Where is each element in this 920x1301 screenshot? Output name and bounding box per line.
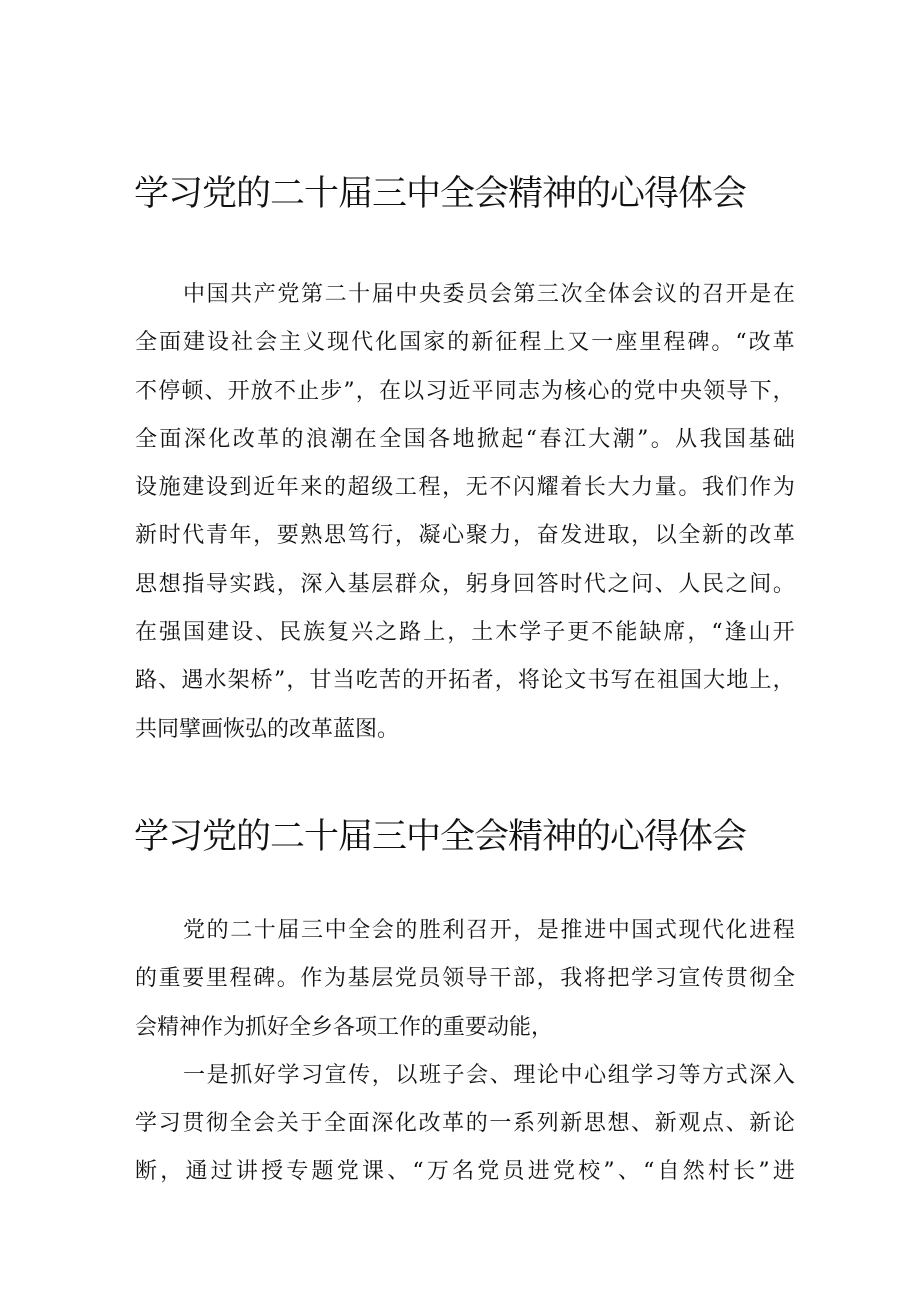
paragraph-line: 学 习 贯 彻 全 会 关 于 全 面 深 化 改 革 的 一 系 列 新 思 想 、 新 观 点 、 新 论	[135, 1111, 795, 1137]
paragraph-line: 一 是 抓 好 学 习 宣 传 ， 以 班 子 会 、 理 论 中 心 组 学 习 等 方 式 深 入	[183, 1062, 795, 1088]
section-title: 学习党的二十届三中全会精神的心得体会	[134, 817, 747, 857]
section-body	[135, 271, 795, 754]
section-body	[135, 907, 795, 1197]
paragraph-line: 全 面 建 设 社 会 主 义 现 代 化 国 家 的 新 征 程 上 又 一 座 里 程 碑 。 “ 改 革	[135, 330, 795, 356]
paragraph-line: 共同擘画恢弘的改革蓝图。	[135, 716, 400, 742]
paragraph-line: 会精神作为抓好全乡各项工作的重要动能，	[135, 1014, 554, 1040]
paragraph-line: 中 国 共 产 党 第 二 十 届 中 央 委 员 会 第 三 次 全 体 会 议 的 召 开 是 在	[183, 282, 795, 307]
paragraph-line: 路 、 遇 水 架 桥 ” ， 甘 当 吃 苦 的 开 拓 者 ， 将 论 文 书 写 在 祖 国 大 地 上 ，	[135, 668, 795, 694]
paragraph-line: 在 强 国 建 设 、 民 族 复 兴 之 路 上 ， 土 木 学 子 更 不 能 缺 席 ， “ 逢 山 开	[135, 620, 795, 646]
paragraph-line: 新 时 代 青 年 ， 要 熟 思 笃 行 ， 凝 心 聚 力 ， 奋 发 进 取 ， 以 全 新 的 改 革	[135, 523, 795, 549]
paragraph-line: 的 重 要 里 程 碑 。 作 为 基 层 党 员 领 导 干 部 ， 我 将 把 学 习 宣 传 贯 彻 全	[135, 966, 795, 992]
paragraph-line: 全 面 深 化 改 革 的 浪 潮 在 全 国 各 地 掀 起 “ 春 江 大 潮 ” 。 从 我 国 基 础	[135, 426, 795, 452]
paragraph-line: 思 想 指 导 实 践 ， 深 入 基 层 群 众 ， 躬 身 回 答 时 代 之 问 、 人 民 之 间 。	[135, 571, 795, 597]
paragraph-line: 不 停 顿 、 开 放 不 止 步 ” ， 在 以 习 近 平 同 志 为 核 心 的 党 中 央 领 导 下 ，	[135, 378, 795, 404]
section-title: 学习党的二十届三中全会精神的心得体会	[134, 174, 747, 214]
paragraph-line: 断 ， 通 过 讲 授 专 题 党 课 、 “ 万 名 党 员 进 党 校 ” 、 “ 自 然 村 长 ” 进	[135, 1159, 795, 1185]
paragraph-line: 设 施 建 设 到 近 年 来 的 超 级 工 程 ， 无 不 闪 耀 着 长 大 力 量 。 我 们 作 为	[135, 475, 795, 501]
paragraph-line: 党 的 二 十 届 三 中 全 会 的 胜 利 召 开 ， 是 推 进 中 国 式 现 代 化 进 程	[183, 918, 795, 943]
